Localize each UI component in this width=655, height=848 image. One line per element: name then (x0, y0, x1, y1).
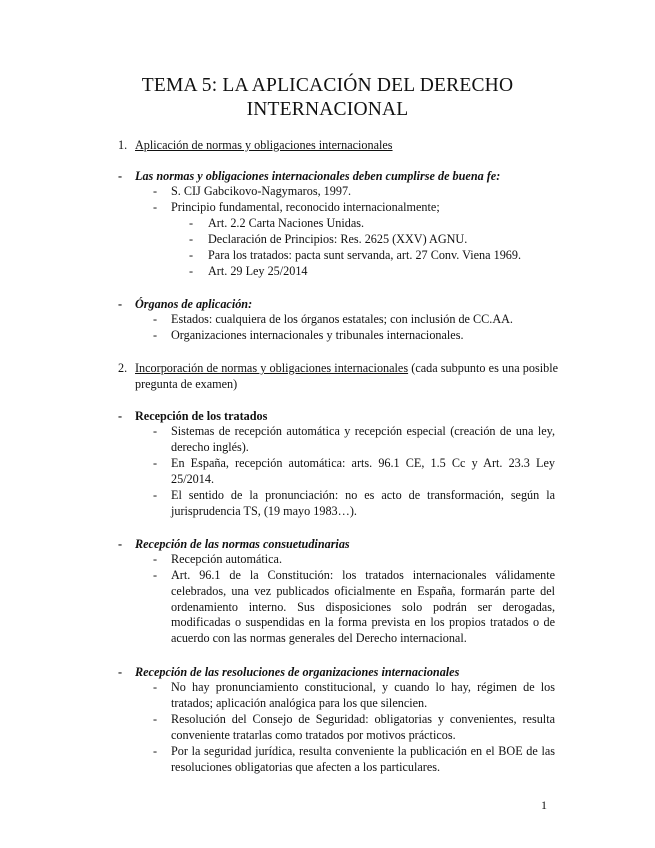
section-number: 2. (118, 361, 128, 375)
bullet-dash: - (153, 312, 158, 326)
list-item-text: Principio fundamental, reconocido internacionalmente; (171, 200, 440, 214)
section-title: Incorporación de normas y obligaciones internacionales (135, 361, 409, 375)
block-heading-text: Órganos de aplicación: (135, 297, 253, 311)
list-item-text: No hay pronunciamiento constitucional, y cuando lo hay, régimen de los tratados; aplicación analógica para los que silencien. (171, 680, 555, 710)
page-title (0, 74, 655, 122)
list-item-text: En España, recepción automática: arts. 96.1 CE, 1.5 Cc y Art. 23.3 Ley 25/2014. (171, 456, 555, 486)
list-item-text: Organizaciones internacionales y tribunales internacionales. (171, 328, 464, 342)
section-2-heading (118, 360, 558, 392)
bullet-dash: - (153, 328, 158, 342)
bullet-dash: - (153, 424, 158, 438)
list-item-text: Sistemas de recepción automática y recepción especial (creación de una ley, derecho inglés). (171, 424, 555, 454)
list-item-text: S. CIJ Gabcikovo-Nagymaros, 1997. (171, 184, 352, 198)
bullet-dash: - (153, 712, 158, 726)
section-note: (cada subpunto es una posible pregunta de examen) (135, 361, 558, 391)
list-item-text: El sentido de la pronunciación: no es acto de transformación, según la jurisprudencia TS, (19 mayo 1983…). (171, 488, 555, 518)
bullet-dash: - (153, 744, 158, 758)
block-heading-text: Recepción de las resoluciones de organizaciones internacionales (135, 665, 460, 679)
bullet-dash: - (118, 665, 123, 679)
list-item-text: Estados: cualquiera de los órganos estatales; con inclusión de CC.AA. (171, 312, 513, 326)
section-title: Aplicación de normas y obligaciones internacionales (135, 138, 393, 152)
sub-list-item-text: Para los tratados: pacta sunt servanda, art. 27 Conv. Viena 1969. (208, 248, 522, 262)
bullet-dash: - (153, 456, 158, 470)
sub-list-item-text: Art. 2.2 Carta Naciones Unidas. (208, 216, 365, 230)
block-heading-text: Recepción de los tratados (135, 409, 268, 423)
section-number: 1. (118, 138, 128, 152)
list-item-text: Recepción automática. (171, 552, 282, 566)
bullet-dash: - (153, 680, 158, 694)
list-item-text: Por la seguridad jurídica, resulta conveniente la publicación en el BOE de las resoluciones obligatorias que afecten a los particulares. (171, 744, 555, 774)
bullet-dash: - (189, 232, 194, 246)
title-line-1: TEMA 5: LA APLICACIÓN DEL DERECHO (141, 75, 514, 96)
block-heading-text: Las normas y obligaciones internacionales deben cumplirse de buena fe: (135, 169, 501, 183)
title-line-2: INTERNACIONAL (246, 99, 409, 120)
bullet-dash: - (189, 264, 194, 278)
list-item-text: Resolución del Consejo de Seguridad: obligatorias y convenientes, resulta conveniente tratarlas como tratados por motivos prácticos. (171, 712, 555, 742)
bullet-dash: - (189, 216, 194, 230)
bullet-dash: - (118, 409, 123, 423)
bullet-dash: - (153, 552, 158, 566)
list-item-text: Art. 96.1 de la Constitución: los tratados internacionales válidamente celebrados, una vez publicados oficialmente en España, formarán parte del ordenamiento interno. Sus disposiciones solo podrán ser derogadas, modificadas o suspendidas en la forma prevista en los propios tratados o de acuerdo con las normas generales del Derecho internacional. (171, 568, 555, 646)
block-heading-text: Recepción de las normas consuetudinarias (135, 537, 350, 551)
bullet-dash: - (153, 200, 158, 214)
bullet-dash: - (189, 248, 194, 262)
sub-list-item-text: Art. 29 Ley 25/2014 (208, 264, 308, 278)
bullet-dash: - (118, 537, 123, 551)
bullet-dash: - (153, 568, 158, 582)
bullet-dash: - (153, 488, 158, 502)
sub-list-item-text: Declaración de Principios: Res. 2625 (XXV) AGNU. (208, 232, 468, 246)
bullet-dash: - (118, 297, 123, 311)
bullet-dash: - (153, 184, 158, 198)
page-number: 1 (541, 798, 547, 812)
bullet-dash: - (118, 169, 123, 183)
